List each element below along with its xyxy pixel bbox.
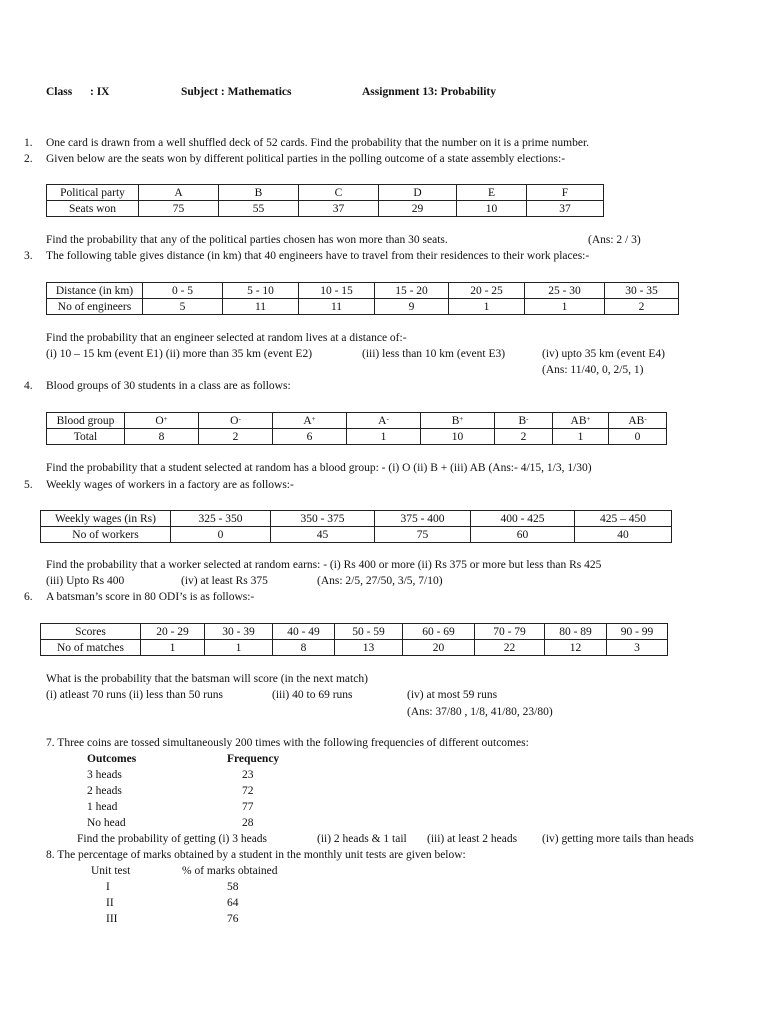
blood-group-cell: B- — [495, 413, 553, 429]
q6-number: 6. — [24, 591, 33, 603]
table-cell: 1 — [347, 429, 421, 445]
table-cell: Distance (in km) — [47, 283, 143, 299]
table-cell: Political party — [47, 185, 139, 201]
table-cell: 37 — [527, 201, 604, 217]
q7-question-d: (iv) getting more tails than heads — [542, 833, 694, 845]
blood-group-cell: B+ — [421, 413, 495, 429]
table-cell: 1 — [141, 640, 205, 656]
blood-group-cell: O+ — [125, 413, 199, 429]
table-cell: 1 — [449, 299, 525, 315]
blood-group-cell: A- — [347, 413, 421, 429]
table-cell: 40 — [575, 527, 672, 543]
table-cell: 5 — [143, 299, 223, 315]
table-cell: 8 — [125, 429, 199, 445]
table-cell: 80 - 89 — [545, 624, 607, 640]
table-cell: 20 - 25 — [449, 283, 525, 299]
table-cell: 50 - 59 — [335, 624, 403, 640]
table-cell: 10 — [421, 429, 495, 445]
q8-unit-test: III — [106, 913, 118, 925]
q8-unit-test: I — [106, 881, 110, 893]
q5-question: Find the probability that a worker selected at random earns: - (i) Rs 400 or more (ii) Rs 375 or more but less than Rs 425 — [46, 559, 602, 571]
table-cell: 375 - 400 — [375, 511, 471, 527]
table-cell: 75 — [375, 527, 471, 543]
q6-question: What is the probability that the batsman will score (in the next match) — [46, 673, 368, 685]
table-row — [41, 511, 672, 527]
table-cell: 425 – 450 — [575, 511, 672, 527]
q8-col-marks: % of marks obtained — [182, 865, 278, 877]
table-cell: 10 — [457, 201, 527, 217]
q3-answer: (Ans: 11/40, 0, 2/5, 1) — [542, 364, 644, 376]
q7-question-a: Find the probability of getting (i) 3 heads — [77, 833, 268, 845]
table-cell: 11 — [223, 299, 299, 315]
q7-col-frequency: Frequency — [227, 753, 280, 765]
blood-group-cell: A+ — [273, 413, 347, 429]
class-value: : IX — [90, 86, 110, 98]
q3-text: The following table gives distance (in km) that 40 engineers have to travel from their residences to their work places:- — [46, 250, 590, 262]
q7-outcome: No head — [87, 817, 126, 829]
table-cell: 1 — [205, 640, 273, 656]
q2-answer: (Ans: 2 / 3) — [588, 234, 641, 246]
class-label: Class — [46, 86, 73, 98]
table-cell: 15 - 20 — [375, 283, 449, 299]
table-cell: 20 — [403, 640, 475, 656]
table-row — [41, 527, 672, 543]
q6-table — [40, 623, 668, 656]
table-row — [47, 413, 667, 429]
q5-table — [40, 510, 672, 543]
q2-number: 2. — [24, 153, 33, 165]
q5-text: Weekly wages of workers in a factory are as follows:- — [46, 479, 294, 491]
table-cell: 75 — [139, 201, 219, 217]
table-cell: C — [299, 185, 379, 201]
table-cell: 10 - 15 — [299, 283, 375, 299]
q7-outcome: 2 heads — [87, 785, 122, 797]
table-cell: No of matches — [41, 640, 141, 656]
q2-question: Find the probability that any of the political parties chosen has won more than 30 seats. — [46, 234, 448, 246]
q7-question-c: (iii) at least 2 heads — [427, 833, 518, 845]
q7-frequency: 72 — [242, 785, 254, 797]
q6-parts-c: (iv) at most 59 runs — [407, 689, 498, 701]
table-cell: Blood group — [47, 413, 125, 429]
table-cell: 30 - 35 — [605, 283, 679, 299]
table-cell: 5 - 10 — [223, 283, 299, 299]
q6-parts-b: (iii) 40 to 69 runs — [272, 689, 353, 701]
q7-outcome: 1 head — [87, 801, 118, 813]
q8-marks: 76 — [227, 913, 239, 925]
table-cell: 0 - 5 — [143, 283, 223, 299]
q6-answer: (Ans: 37/80 , 1/8, 41/80, 23/80) — [407, 706, 553, 718]
q5-number: 5. — [24, 479, 33, 491]
q5-parts-a: (iii) Upto Rs 400 — [46, 575, 125, 587]
q4-table — [46, 412, 667, 445]
q1-text: One card is drawn from a well shuffled deck of 52 cards. Find the probability that the number on it is a prime number. — [46, 137, 590, 149]
q1-number: 1. — [24, 137, 33, 149]
q4-question: Find the probability that a student selected at random has a blood group: - (i) O (ii) B + (iii) AB (Ans:- 4/15, 1/3, 1/30) — [46, 462, 592, 474]
table-cell: Scores — [41, 624, 141, 640]
table-cell: 25 - 30 — [525, 283, 605, 299]
table-cell: Weekly wages (in Rs) — [41, 511, 171, 527]
subject-label: Subject : Mathematics — [181, 86, 292, 98]
table-row — [47, 283, 679, 299]
table-cell: 60 — [471, 527, 575, 543]
table-cell: 40 - 49 — [273, 624, 335, 640]
table-cell: 1 — [553, 429, 609, 445]
q8-col-unit-test: Unit test — [91, 865, 131, 877]
table-cell: 70 - 79 — [475, 624, 545, 640]
table-row — [47, 201, 604, 217]
table-cell: No of workers — [41, 527, 171, 543]
table-cell: 55 — [219, 201, 299, 217]
q3-number: 3. — [24, 250, 33, 262]
table-cell: 2 — [199, 429, 273, 445]
blood-group-cell: AB- — [609, 413, 667, 429]
table-cell: 400 - 425 — [471, 511, 575, 527]
table-cell: 29 — [379, 201, 457, 217]
table-cell: Total — [47, 429, 125, 445]
table-cell: 0 — [171, 527, 271, 543]
blood-group-cell: O- — [199, 413, 273, 429]
table-cell: D — [379, 185, 457, 201]
table-cell: 9 — [375, 299, 449, 315]
table-cell: 22 — [475, 640, 545, 656]
q8-text: 8. The percentage of marks obtained by a student in the monthly unit tests are given below: — [46, 849, 466, 861]
table-cell: 2 — [495, 429, 553, 445]
table-cell: 11 — [299, 299, 375, 315]
table-cell: A — [139, 185, 219, 201]
table-cell: 8 — [273, 640, 335, 656]
table-cell: 90 - 99 — [607, 624, 668, 640]
table-cell: 1 — [525, 299, 605, 315]
table-cell: 13 — [335, 640, 403, 656]
table-cell: 325 - 350 — [171, 511, 271, 527]
table-cell: 45 — [271, 527, 375, 543]
table-row — [41, 624, 668, 640]
table-cell: No of engineers — [47, 299, 143, 315]
table-cell: 3 — [607, 640, 668, 656]
table-row — [41, 640, 668, 656]
q3-parts-a: (i) 10 – 15 km (event E1) (ii) more than 35 km (event E2) — [46, 348, 313, 360]
q7-question-b: (ii) 2 heads & 1 tail — [317, 833, 407, 845]
q4-text: Blood groups of 30 students in a class are as follows: — [46, 380, 291, 392]
table-cell: F — [527, 185, 604, 201]
table-cell: 6 — [273, 429, 347, 445]
q8-marks: 58 — [227, 881, 239, 893]
table-cell: 350 - 375 — [271, 511, 375, 527]
table-cell: 2 — [605, 299, 679, 315]
q3-parts-c: (iv) upto 35 km (event E4) — [542, 348, 665, 360]
q5-parts-b: (iv) at least Rs 375 — [181, 575, 268, 587]
q5-answer: (Ans: 2/5, 27/50, 3/5, 7/10) — [317, 575, 443, 587]
q3-table — [46, 282, 679, 315]
table-cell: Seats won — [47, 201, 139, 217]
q2-table — [46, 184, 604, 217]
blood-group-cell: AB+ — [553, 413, 609, 429]
q8-unit-test: II — [106, 897, 114, 909]
table-cell: E — [457, 185, 527, 201]
table-cell: 60 - 69 — [403, 624, 475, 640]
table-row — [47, 299, 679, 315]
q6-text: A batsman’s score in 80 ODI’s is as follows:- — [46, 591, 255, 603]
table-cell: 12 — [545, 640, 607, 656]
q8-marks: 64 — [227, 897, 239, 909]
table-cell: B — [219, 185, 299, 201]
q3-question: Find the probability that an engineer selected at random lives at a distance of:- — [46, 332, 407, 344]
q7-text: 7. Three coins are tossed simultaneously 200 times with the following frequencies of different outcomes: — [46, 737, 529, 749]
q7-outcome: 3 heads — [87, 769, 122, 781]
table-row — [47, 429, 667, 445]
table-cell: 0 — [609, 429, 667, 445]
q4-number: 4. — [24, 380, 33, 392]
q7-frequency: 23 — [242, 769, 254, 781]
q6-parts-a: (i) atleast 70 runs (ii) less than 50 runs — [46, 689, 223, 701]
table-cell: 20 - 29 — [141, 624, 205, 640]
q7-frequency: 77 — [242, 801, 254, 813]
q3-parts-b: (iii) less than 10 km (event E3) — [362, 348, 506, 360]
q2-text: Given below are the seats won by different political parties in the polling outcome of a state assembly elections:- — [46, 153, 566, 165]
table-cell: 30 - 39 — [205, 624, 273, 640]
q7-col-outcomes: Outcomes — [87, 753, 137, 765]
assignment-title: Assignment 13: Probability — [362, 86, 496, 98]
table-cell: 37 — [299, 201, 379, 217]
table-row — [47, 185, 604, 201]
q7-frequency: 28 — [242, 817, 254, 829]
